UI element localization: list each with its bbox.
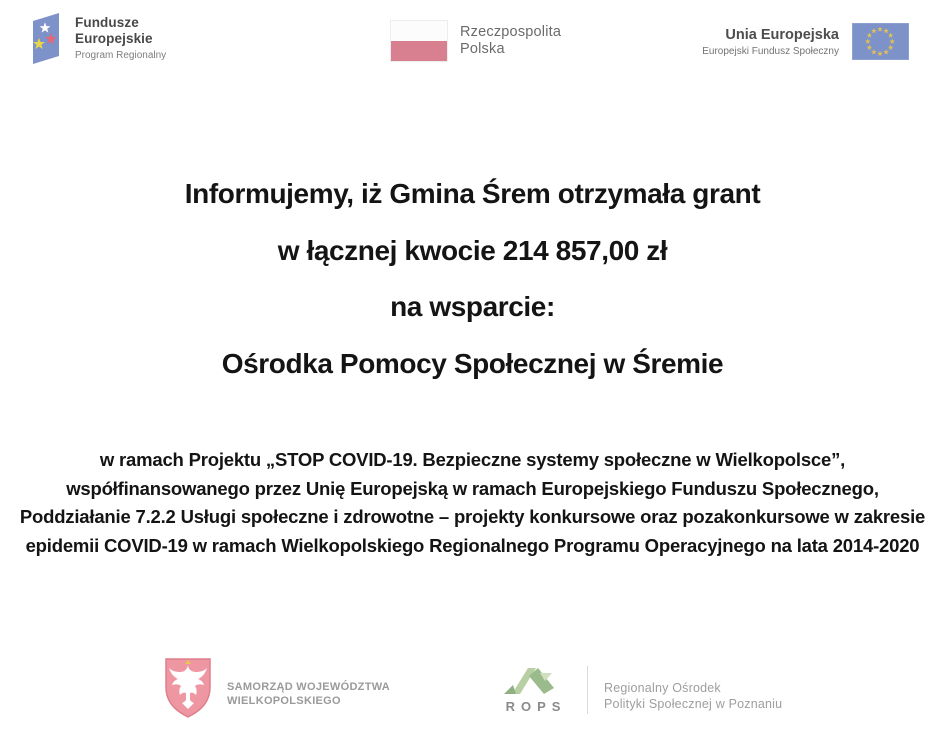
unia-europejska-logo xyxy=(702,23,909,60)
samorzad-wojewodztwa-logo xyxy=(163,657,390,719)
fundusze-europejskie-logo xyxy=(30,11,166,65)
project-info-paragraph xyxy=(0,446,945,561)
poland-logo-text xyxy=(460,24,561,58)
eu-title: Unia Europejska xyxy=(725,26,839,43)
rzeczpospolita-polska-logo xyxy=(391,21,561,61)
project-info-line-1: w ramach Projektu „STOP COVID-19. Bezpieczne systemy społeczne w Wielkopolsce”, xyxy=(99,449,846,470)
fundusze-subtitle: Program Regionalny xyxy=(75,50,167,61)
project-info-line-3: Poddziałanie 7.2.2 Usługi społeczne i zdrowotne – projekty konkursowe oraz pozakonkursowe w zakresie xyxy=(19,506,926,528)
eu-flag-icon xyxy=(852,23,909,60)
fundusze-title-line2: Europejskie xyxy=(75,31,153,46)
poland-title-line2: Polska xyxy=(460,41,505,57)
rops-logo xyxy=(497,664,782,714)
samorzad-logo-text xyxy=(227,680,390,708)
fundusze-logo-text xyxy=(75,15,166,61)
announcement-heading xyxy=(0,166,945,392)
rops-logo-mark xyxy=(497,664,569,714)
fundusze-flag-icon xyxy=(30,11,62,65)
rops-logo-text xyxy=(604,680,782,712)
poland-title-line1: Rzeczpospolita xyxy=(460,24,562,40)
poland-flag-icon xyxy=(391,21,447,61)
fundusze-title-line1: Fundusze xyxy=(75,15,139,30)
project-info-line-2: współfinansowanego przez Unię Europejską w ramach Europejskiego Funduszu Społecznego, xyxy=(66,477,879,499)
rops-line-1: Regionalny Ośrodek xyxy=(604,681,721,695)
eu-subtitle: Europejski Fundusz Społeczny xyxy=(702,45,839,57)
announcement-line-2: w łącznej kwocie 214 857,00 zł xyxy=(277,234,668,266)
announcement-line-3: na wsparcie: xyxy=(390,291,555,322)
announcement-line-1: Informujemy, iż Gmina Śrem otrzymała grant xyxy=(184,178,761,209)
rops-line-2: Polityki Społecznej w Poznaniu xyxy=(604,697,783,711)
samorzad-line-1: SAMORZĄD WOJEWÓDZTWA xyxy=(227,681,391,693)
rops-divider xyxy=(587,666,588,714)
eu-logo-text xyxy=(702,27,839,57)
samorzad-line-2: WIELKOPOLSKIEGO xyxy=(227,695,341,707)
rops-icon xyxy=(502,664,564,697)
rops-acronym: ROPS xyxy=(505,699,567,714)
announcement-line-4: Ośrodka Pomocy Społecznej w Śremie xyxy=(221,347,724,379)
wielkopolska-coat-of-arms-icon xyxy=(163,657,213,719)
project-info-line-4: epidemii COVID-19 w ramach Wielkopolskiego Regionalnego Programu Operacyjnego na lata 2014-2020 xyxy=(25,535,920,557)
